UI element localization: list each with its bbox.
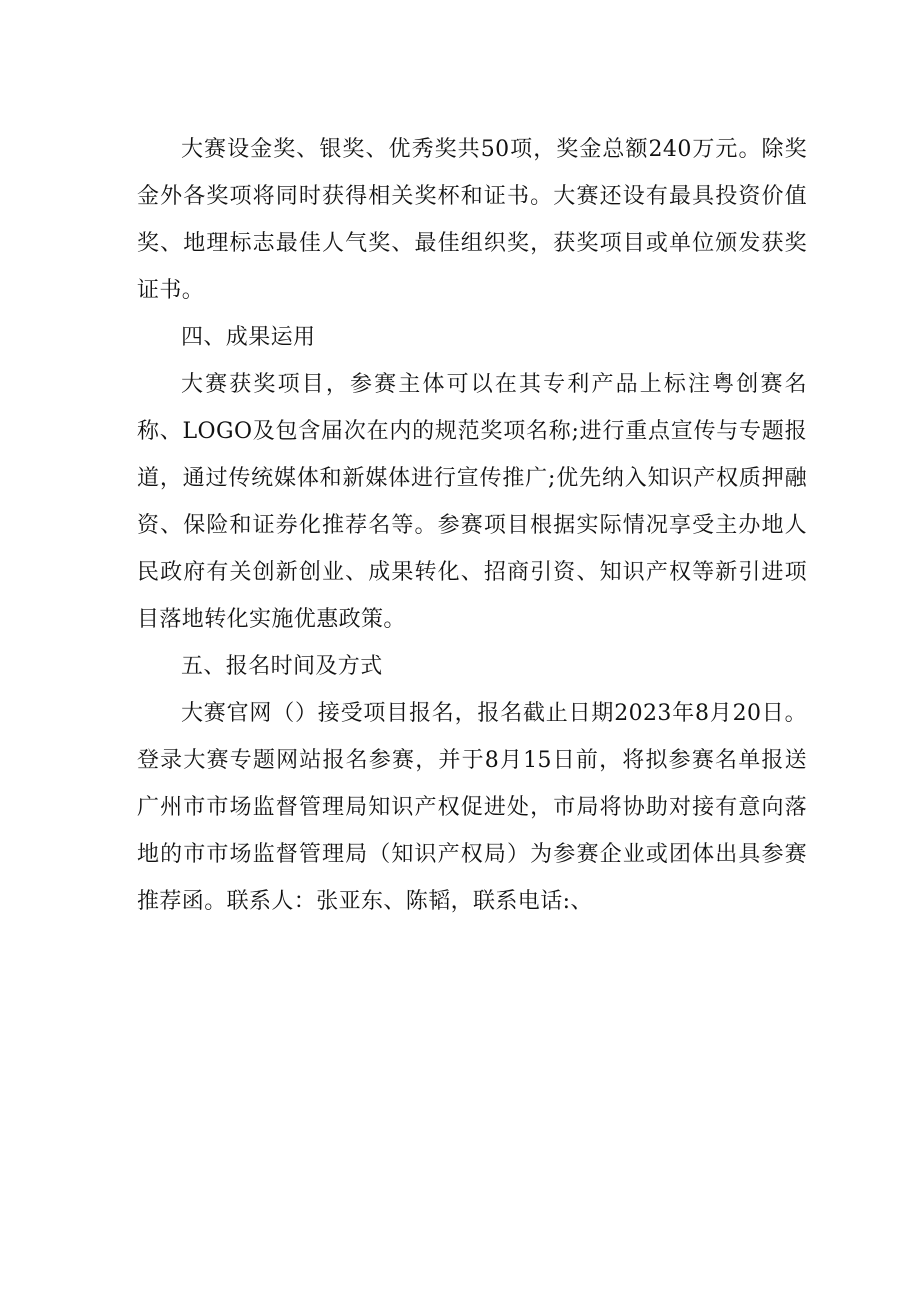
section-heading-registration: 五、报名时间及方式	[181, 654, 383, 679]
document-body	[137, 126, 807, 925]
registration-paragraph: 大赛官网（）接受项目报名，报名截止日期2023年8月20日。登录大赛专题网站报名参赛，并于8月15日前，将拟参赛名单报送广州市市场监督管理局知识产权促进处，市局将协助对接有意向落地的市市场监督管理局（知识产权局）为参赛企业或团体出具参赛推荐函。联系人：张亚东、陈韬，联系电话:、	[137, 701, 807, 914]
results-use-paragraph: 大赛获奖项目，参赛主体可以在其专利产品上标注粤创赛名称、LOGO及包含届次在内的规范奖项名称;进行重点宣传与专题报道，通过传统媒体和新媒体进行宣传推广;优先纳入知识产权质押融资、保险和证券化推荐名等。参赛项目根据实际情况享受主办地人民政府有关创新创业、成果转化、招商引资、知识产权等新引进项目落地转化实施优惠政策。	[137, 372, 807, 632]
awards-paragraph: 大赛设金奖、银奖、优秀奖共50项，奖金总额240万元。除奖金外各奖项将同时获得相关奖杯和证书。大赛还设有最具投资价值奖、地理标志最佳人气奖、最佳组织奖，获奖项目或单位颁发获奖证书。	[137, 137, 807, 303]
section-heading-results-use: 四、成果运用	[181, 325, 316, 350]
